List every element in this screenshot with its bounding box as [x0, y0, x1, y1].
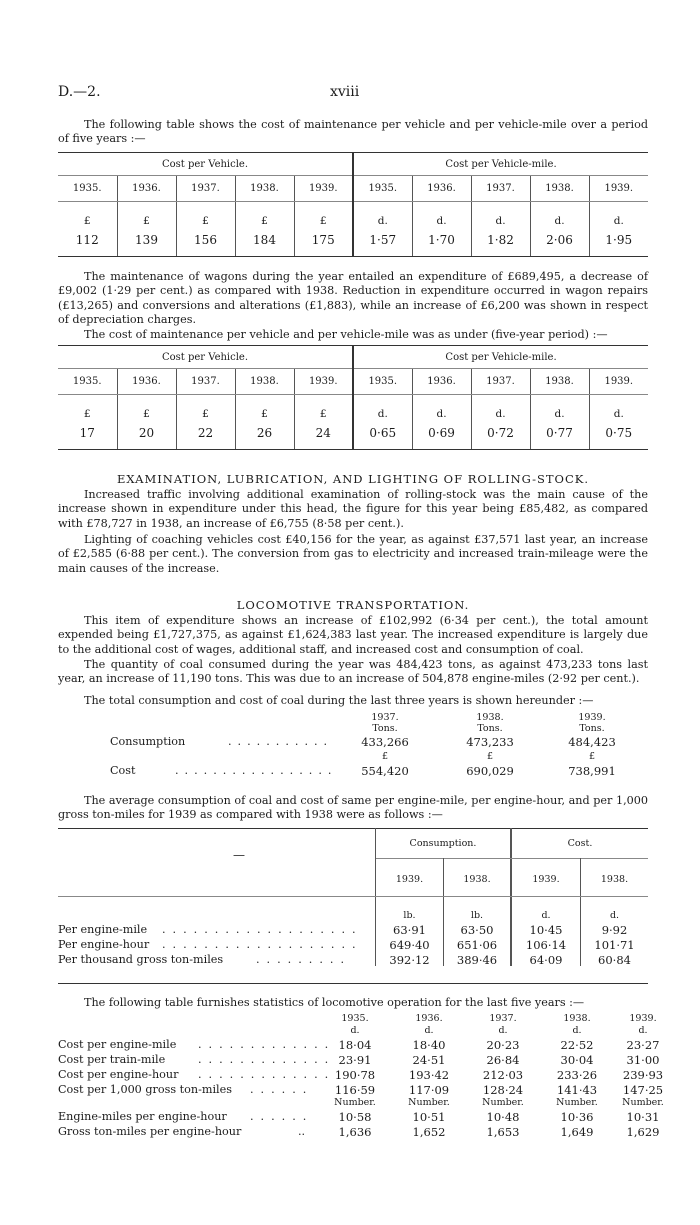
year-header: 1938. [235, 176, 294, 202]
cell-value: 738,991 [568, 764, 616, 778]
cell-value: 433,266 [361, 735, 409, 749]
table-maintenance-per-vehicle-1 [58, 152, 648, 257]
year-header: 1938. [563, 1013, 591, 1024]
cell-value: 10·31 [626, 1110, 660, 1124]
paragraph-coal-intro: The total consumption and cost of coal during the last three years is shown hereunder :— [84, 694, 594, 707]
year-header: 1935. [353, 369, 412, 395]
paragraph-examination-1: Increased traffic involving additional examination of rolling-stock was the main cause of the increase shown in expenditure under this head, the figure for this year being £85,482, as compared with £78,727 in 1938, an increase of £6,755 (8·58 per cent.). [58, 488, 648, 530]
section-heading-examination: EXAMINATION, LUBRICATION, AND LIGHTING OF ROLLING-STOCK. [116, 472, 589, 486]
table-rule [376, 858, 648, 859]
cell-value: 1,652 [412, 1125, 446, 1139]
unit-label: £ [486, 751, 494, 762]
cell-value: 651·06 [456, 938, 498, 952]
cell-value: 116·59 [334, 1083, 376, 1097]
unit-label: d. [471, 395, 530, 424]
paragraph-wagons: The maintenance of wagons during the year entailed an expenditure of £689,495, a decrease of £9,002 (1·29 per cent.) as compared with 1938. Reduction in expenditure occurred in wagon repairs (£13,265) and conversions and alterations (£1,883), while an increase of £6,200 was shown in respect of depreciation charges. [58, 270, 648, 327]
row-label: Gross ton-miles per engine-hour [58, 1125, 242, 1138]
cell-value: 156 [176, 230, 235, 257]
cell-value: 175 [294, 230, 353, 257]
leader-dots: ........... [228, 735, 334, 748]
cell-value: 0·69 [412, 423, 471, 450]
cell-value: 184 [235, 230, 294, 257]
cell-value: 17 [58, 423, 117, 450]
cell-value: 20 [117, 423, 176, 450]
cell-value: 554,420 [361, 764, 409, 778]
unit-label: £ [381, 751, 389, 762]
cell-value: 233·26 [556, 1068, 598, 1082]
group-header-cost-per-vehicle-mile: Cost per Vehicle-mile. [353, 153, 648, 176]
cell-value: 1,636 [338, 1125, 372, 1139]
cell-value: 31·00 [626, 1053, 660, 1067]
paragraph-intro-2: The cost of maintenance per vehicle and per vehicle-mile was as under (five-year period) :— [84, 328, 608, 341]
cell-value: 63·50 [460, 923, 494, 937]
cell-value: 26·84 [486, 1053, 520, 1067]
year-header: 1939. [589, 176, 648, 202]
unit-label: d. [424, 1025, 434, 1036]
row-label: Cost per engine-mile [58, 1038, 177, 1051]
unit-label: lb. [470, 910, 484, 921]
cell-value: 10·51 [412, 1110, 446, 1124]
cell-value: 239·93 [622, 1068, 664, 1082]
unit-label: lb. [403, 910, 416, 921]
year-header: 1939. [294, 176, 353, 202]
cell-value: 10·36 [560, 1110, 594, 1124]
leader-dots: .. [298, 1125, 306, 1138]
unit-label: d. [498, 1025, 508, 1036]
cell-value: 0·75 [589, 423, 648, 450]
unit-label: d. [589, 202, 648, 231]
cell-value: 30·04 [560, 1053, 594, 1067]
unit-label: d. [530, 395, 589, 424]
year-header: 1938. [530, 176, 589, 202]
page-number: xviii [330, 84, 360, 100]
cell-value: 117·09 [408, 1083, 450, 1097]
cell-value: 24·51 [412, 1053, 446, 1067]
year-header: 1939. [629, 1013, 657, 1024]
row-label: Cost per 1,000 gross ton-miles [58, 1083, 232, 1096]
leader-dots: ................. [175, 764, 338, 777]
unit-label: Number. [334, 1097, 376, 1108]
group-header-cost-per-vehicle-mile: Cost per Vehicle-mile. [353, 346, 648, 369]
paragraph-locomotive-2: The quantity of coal consumed during the year was 484,423 tons, as against 473,233 tons last year, an increase of 11,190 tons. This was due to an increase of 504,878 engine-miles (2·92 per cent.). [58, 658, 648, 686]
year-header: 1937. [489, 1013, 517, 1024]
cell-value: 60·84 [598, 953, 631, 967]
unit-label: Number. [482, 1097, 524, 1108]
cell-value: 0·77 [530, 423, 589, 450]
leader-dots: ......... [256, 953, 352, 966]
cell-value: 64·09 [529, 953, 563, 967]
cell-value: 10·58 [338, 1110, 372, 1124]
table-rule [58, 983, 648, 984]
table-maintenance-per-vehicle-2 [58, 345, 648, 450]
cell-value: 26 [235, 423, 294, 450]
unit-label: d. [530, 202, 589, 231]
cell-value: 147·25 [622, 1083, 664, 1097]
paragraph-intro-1: The following table shows the cost of maintenance per vehicle and per vehicle-mile over a period of five years :— [58, 118, 648, 146]
year-header: 1939. [578, 712, 606, 723]
year-header: 1935. [353, 176, 412, 202]
year-header: 1939. [294, 369, 353, 395]
year-header: 1937. [471, 176, 530, 202]
cell-value: 0·65 [353, 423, 412, 450]
cell-value: 10·45 [529, 923, 563, 937]
year-header: 1935. [58, 369, 117, 395]
row-label: Per engine-hour [58, 938, 150, 951]
unit-label: £ [117, 395, 176, 424]
unit-label: £ [83, 408, 91, 420]
unit-label: £ [588, 751, 596, 762]
unit-label: d. [589, 395, 648, 424]
leader-dots: ............. [198, 1068, 336, 1081]
cell-value: 112 [58, 230, 117, 257]
leader-dots: ...... [250, 1110, 314, 1123]
row-label: Cost per train-mile [58, 1053, 166, 1066]
unit-label: £ [117, 202, 176, 231]
year-header: 1938. [476, 712, 504, 723]
row-label: Per engine-mile [58, 923, 148, 936]
leader-dots: ................... [162, 923, 363, 936]
paragraph-average-intro: The average consumption of coal and cost of same per engine-mile, per engine-hour, and per 1,000 gross ton-miles for 1939 as compared with 1938 were as follows :— [58, 794, 648, 822]
cell-value: 139 [117, 230, 176, 257]
unit-label: d. [412, 202, 471, 231]
cell-value: 18·40 [412, 1038, 446, 1052]
cell-value: 23·91 [338, 1053, 372, 1067]
year-header: 1938. [600, 874, 629, 885]
paragraph-five-year-intro: The following table furnishes statistics of locomotive operation for the last five years :— [84, 996, 585, 1009]
leader-dots: ............. [198, 1053, 336, 1066]
year-header: 1939. [395, 874, 424, 885]
cell-value: 106·14 [525, 938, 567, 952]
paragraph-locomotive-1: This item of expenditure shows an increase of £102,992 (6·34 per cent.), the total amount expended being £1,727,375, as against £1,624,383 last year. The increased expenditure is largely due to the additional cost of wages, additional staff, and increased cost and consumption of coal. [58, 614, 648, 656]
leader-dots: ...... [250, 1083, 314, 1096]
unit-label: d. [572, 1025, 582, 1036]
cell-value: 649·40 [389, 938, 430, 952]
unit-label: Number. [556, 1097, 598, 1108]
paragraph-examination-2: Lighting of coaching vehicles cost £40,156 for the year, as against £37,571 last year, an increase of £2,585 (6·88 per cent.). The conversion from gas to electricity and increased train-mileage were the main causes of the increase. [58, 533, 648, 575]
cell-value: 1·70 [412, 230, 471, 257]
cell-value: 9·92 [601, 923, 628, 937]
table-rule [58, 896, 648, 897]
year-header: 1937. [176, 369, 235, 395]
cell-value: 2·06 [530, 230, 589, 257]
row-label: Engine-miles per engine-hour [58, 1110, 227, 1123]
row-label: Cost per engine-hour [58, 1068, 179, 1081]
cell-value: 389·46 [456, 953, 498, 967]
leader-dots: ............. [198, 1038, 336, 1051]
unit-label: Number. [622, 1097, 664, 1108]
year-header: 1936. [412, 369, 471, 395]
unit-label: £ [235, 202, 294, 231]
cell-value: 128·24 [482, 1083, 524, 1097]
cell-value: 193·42 [408, 1068, 450, 1082]
unit-label: Number. [408, 1097, 450, 1108]
cell-value: 141·43 [556, 1083, 598, 1097]
row-label: Per thousand gross ton-miles [58, 953, 224, 966]
unit-label: d. [471, 202, 530, 231]
year-header: 1935. [341, 1013, 369, 1024]
cell-value: 0·72 [471, 423, 530, 450]
unit-label: £ [83, 215, 91, 227]
cell-value: 63·91 [393, 923, 426, 937]
group-header-cost: Cost. [567, 838, 593, 849]
cell-value: 190·78 [334, 1068, 376, 1082]
unit-label: d. [541, 910, 551, 921]
year-header: 1938. [463, 874, 491, 885]
cell-value: 1,653 [486, 1125, 520, 1139]
year-header: 1937. [371, 712, 399, 723]
year-header: 1938. [530, 369, 589, 395]
cell-value: 20·23 [486, 1038, 520, 1052]
stub-header-dash: — [233, 848, 245, 862]
cell-value: 22·52 [560, 1038, 594, 1052]
year-header: 1936. [117, 176, 176, 202]
unit-label: £ [294, 395, 353, 424]
cell-value: 212·03 [482, 1068, 524, 1082]
cell-value: 101·71 [594, 938, 635, 952]
year-header: 1937. [176, 176, 235, 202]
page-reference: D.—2. [58, 84, 101, 100]
cell-value: 690,029 [466, 764, 514, 778]
unit-label: Tons. [579, 723, 605, 734]
unit-label: d. [350, 1025, 360, 1036]
year-header: 1939. [589, 369, 648, 395]
table-rule [58, 828, 648, 829]
year-header: 1936. [412, 176, 471, 202]
row-label-consumption: Consumption [110, 735, 186, 748]
year-header: 1937. [471, 369, 530, 395]
unit-label: d. [638, 1025, 648, 1036]
cell-value: 18·04 [338, 1038, 372, 1052]
group-header-consumption: Consumption. [409, 838, 477, 849]
unit-label: Tons. [372, 723, 398, 734]
cell-value: 473,233 [466, 735, 514, 749]
unit-label: d. [412, 395, 471, 424]
row-label-cost: Cost [110, 764, 136, 777]
group-header-cost-per-vehicle: Cost per Vehicle. [58, 153, 353, 176]
unit-label: £ [176, 395, 235, 424]
year-header: 1936. [415, 1013, 443, 1024]
year-header: 1935. [58, 176, 117, 202]
cell-value: 23·27 [626, 1038, 660, 1052]
cell-value: 484,423 [568, 735, 616, 749]
unit-label: Tons. [477, 723, 503, 734]
section-heading-locomotive: LOCOMOTIVE TRANSPORTATION. [236, 598, 470, 612]
cell-value: 1,629 [626, 1125, 660, 1139]
group-header-cost-per-vehicle: Cost per Vehicle. [58, 346, 353, 369]
unit-label: £ [235, 395, 294, 424]
year-header: 1939. [532, 874, 560, 885]
unit-label: d. [609, 910, 620, 921]
unit-label: £ [294, 202, 353, 231]
cell-value: 1,649 [560, 1125, 594, 1139]
unit-label: d. [353, 395, 412, 424]
year-header: 1938. [235, 369, 294, 395]
cell-value: 1·57 [353, 230, 412, 257]
cell-value: 22 [176, 423, 235, 450]
year-header: 1936. [117, 369, 176, 395]
cell-value: 1·95 [589, 230, 648, 257]
cell-value: 24 [294, 423, 353, 450]
unit-label: £ [176, 202, 235, 231]
cell-value: 10·48 [486, 1110, 520, 1124]
unit-label: d. [353, 202, 412, 231]
leader-dots: ................... [162, 938, 363, 951]
cell-value: 1·82 [471, 230, 530, 257]
cell-value: 392·12 [389, 953, 430, 967]
